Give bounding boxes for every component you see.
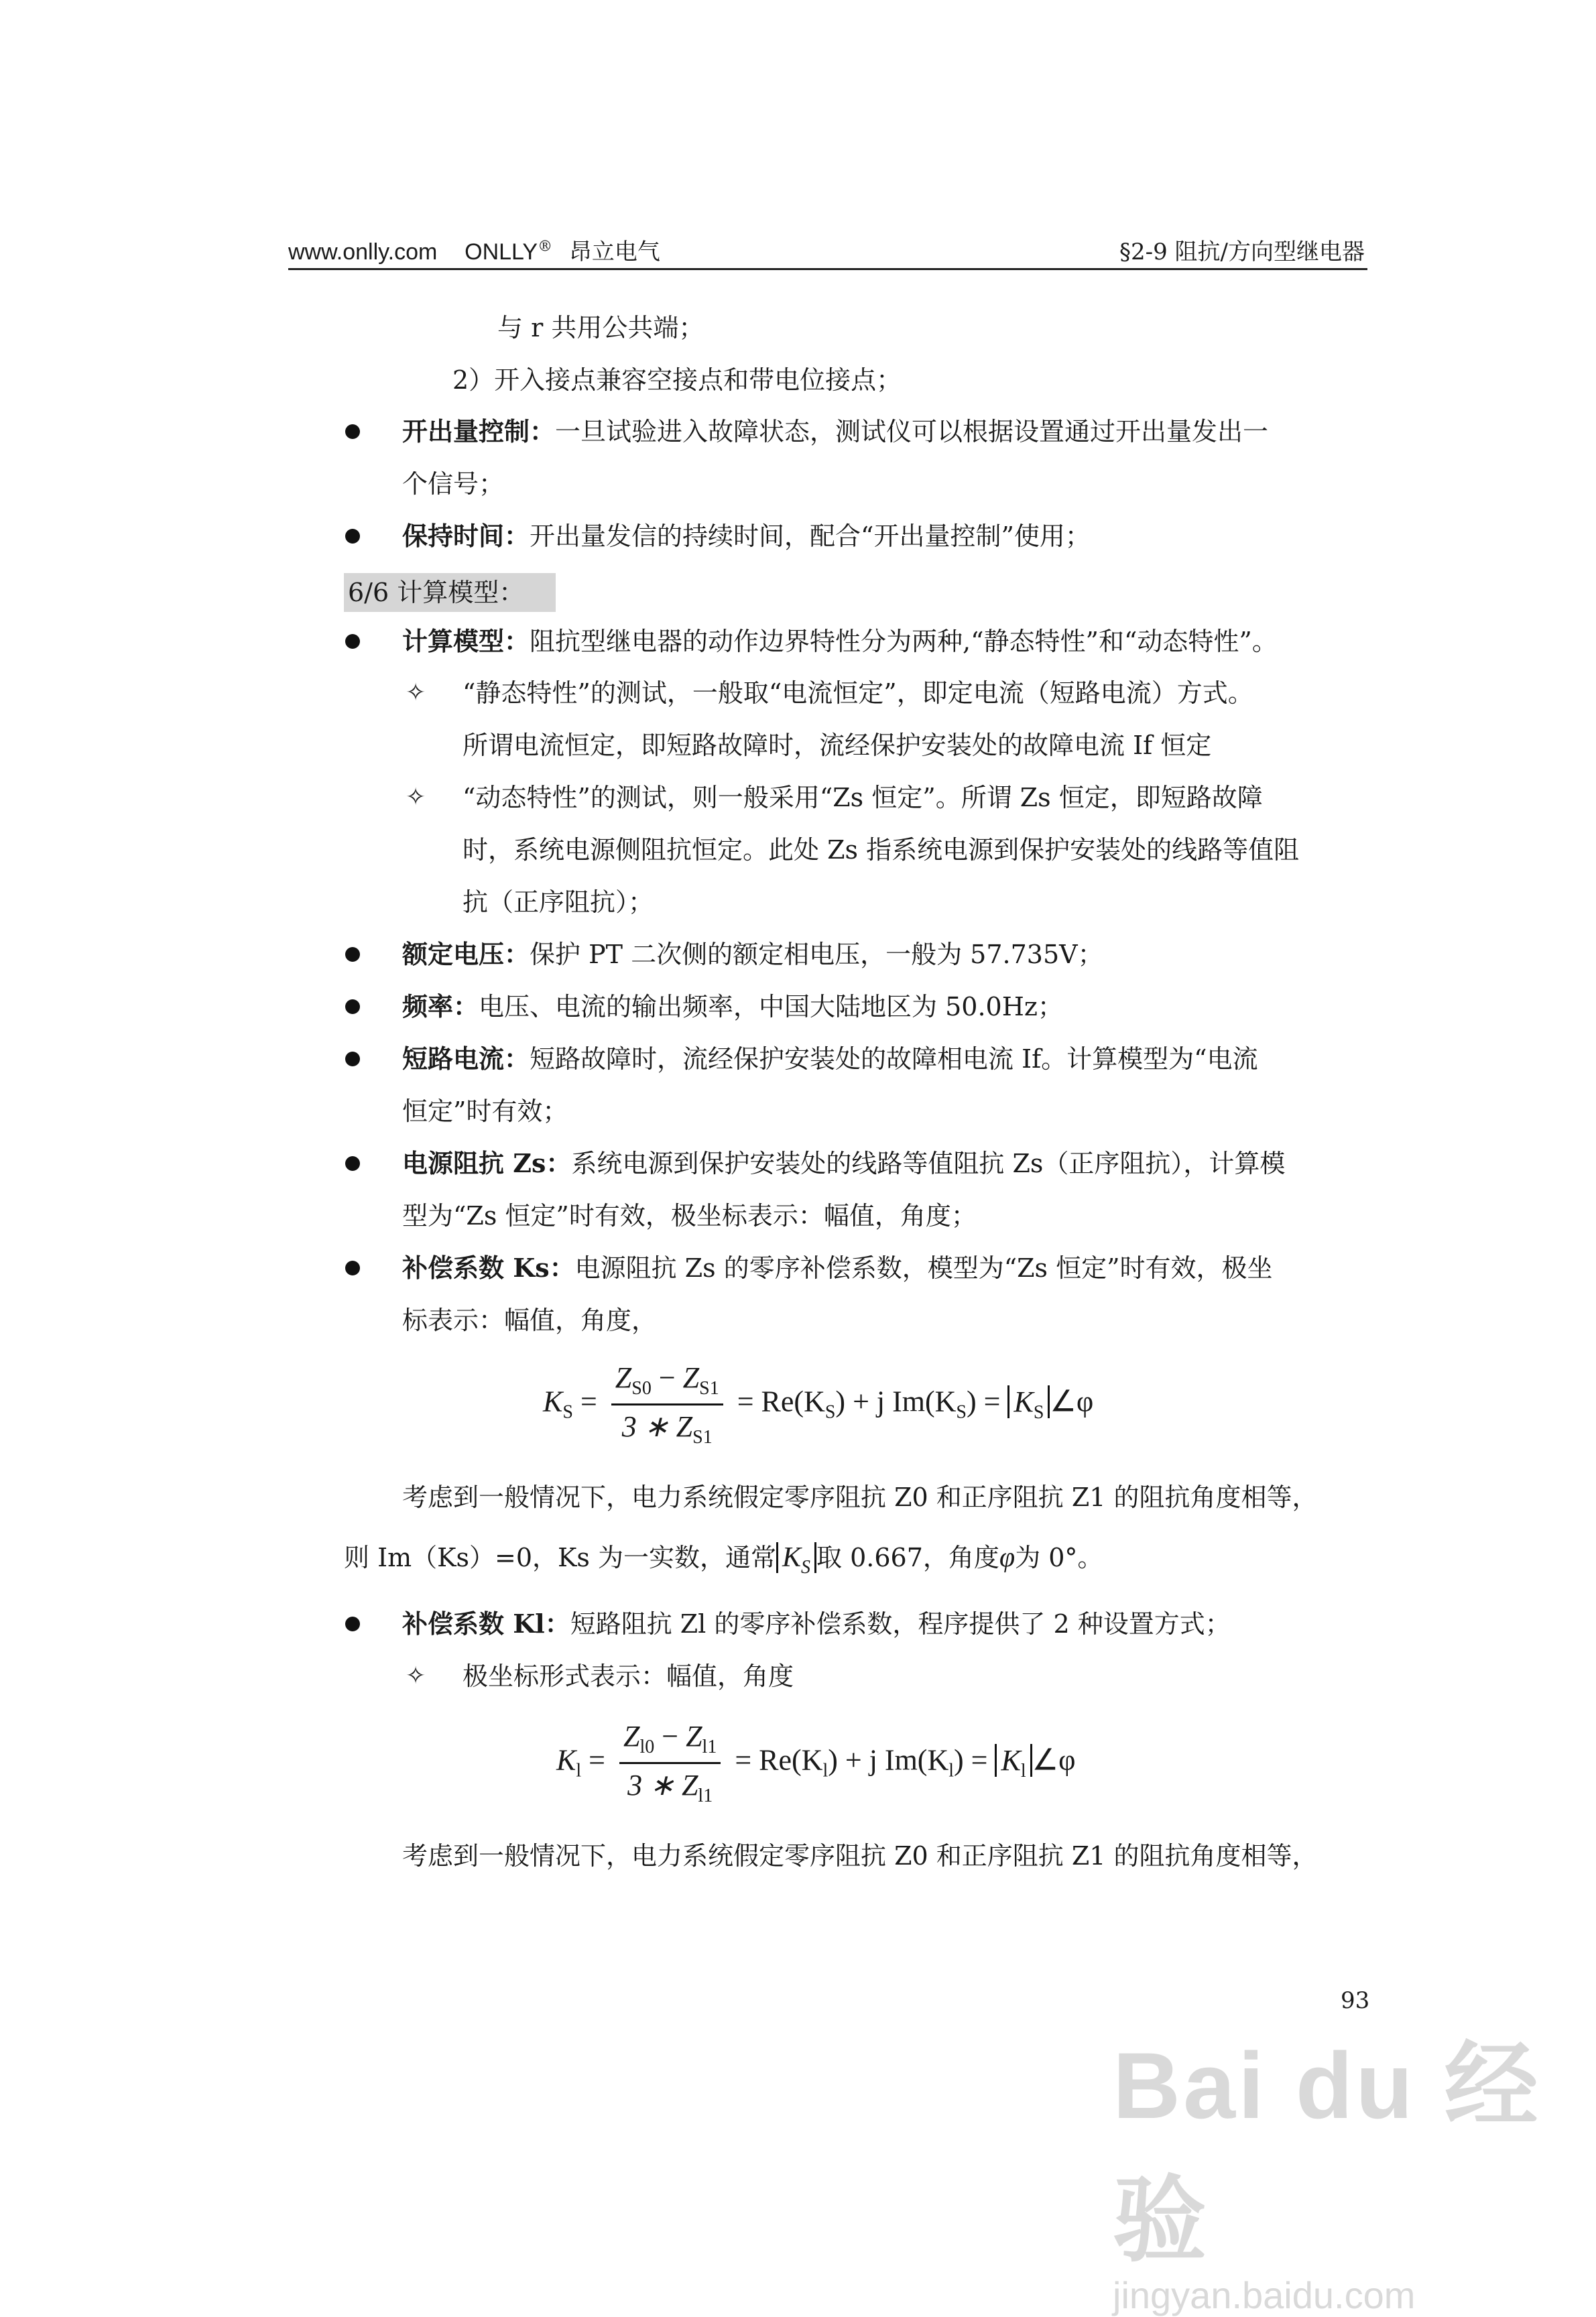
item-term: 保持时间： [402, 521, 530, 551]
formula-sub: S [562, 1401, 573, 1423]
text-line: 2）开入接点兼容空接点和带电位接点； [452, 365, 902, 395]
black-dot-icon [345, 1261, 360, 1275]
item-text: 短路阻抗 Zl 的零序补偿系数，程序提供了 2 种设置方式； [570, 1609, 1231, 1639]
item-text: 开出量发信的持续时间，配合“开出量控制”使用； [530, 521, 1091, 551]
formula-ks: $K_S$ = $\frac{Z_{S0} - Z_{S1}}{3 ∗ Z_{S1}}$ = $Re(K_S) + j$ $Im(K_S) = K_S$ ∠φ [543, 1361, 1094, 1448]
formula-symbol: K [543, 1385, 563, 1418]
absolute-value: $K_S$ [1007, 1385, 1050, 1418]
bullet-item [402, 1608, 1231, 1640]
item-term: 补偿系数 Ks： [402, 1253, 575, 1283]
black-dot-icon [345, 1617, 360, 1631]
item-term: 频率： [402, 991, 479, 1021]
item-text: 短路故障时，流经保护安装处的故障相电流 If。计算模型为“电流 [530, 1044, 1258, 1074]
four-point-star-icon: ✧ [406, 784, 426, 811]
item-text: 电源阻抗 Zs 的零序补偿系数，模型为“Zs 恒定”时有效，极坐 [574, 1253, 1273, 1283]
watermark-logo: Bai du 经验 [1113, 2033, 1541, 2273]
text-line: 所谓电流恒定，即短路故障时，流经保护安装处的故障电流 If 恒定 [463, 731, 1212, 760]
bullet-item [402, 520, 1091, 552]
page-header [288, 228, 1367, 270]
bullet-item [402, 938, 1103, 970]
fraction-numerator: $Z_{S0} - Z_{S1}$ [611, 1361, 723, 1405]
item-term: 计算模型： [402, 626, 530, 656]
bullet-item [402, 1252, 1273, 1284]
sub-item: 极坐标形式表示：幅值，角度 [463, 1662, 794, 1691]
black-dot-icon [345, 947, 360, 962]
bullet-item [402, 625, 1278, 657]
page-number: 93 [1341, 1987, 1370, 2014]
header-company: 昂立电气 [568, 239, 660, 265]
text-line: 个信号； [402, 469, 505, 499]
section-heading: 6/6 计算模型： [344, 573, 556, 612]
text-line: 与 r 共用公共端； [497, 313, 704, 342]
black-dot-icon [345, 999, 360, 1014]
fraction-denominator: 3 ∗ $Z_{l1}$ [627, 1769, 713, 1806]
absolute-value: $K_S$ [776, 1542, 816, 1573]
bullet-item [402, 1043, 1258, 1075]
item-text: 保护 PT 二次侧的额定相电压，一般为 57.735V； [530, 940, 1103, 969]
registered-mark: ® [538, 238, 553, 255]
black-dot-icon [345, 1156, 360, 1171]
text-line: 恒定”时有效； [402, 1097, 568, 1126]
item-text: 阻抗型继电器的动作边界特性分为两种,“静态特性”和“动态特性”。 [530, 627, 1278, 656]
item-term: 额定电压： [402, 939, 530, 969]
item-term: 短路电流： [402, 1044, 530, 1074]
bullet-item [402, 416, 1268, 448]
formula-sub: l [576, 1760, 582, 1781]
absolute-value: $K_l$ [995, 1744, 1032, 1777]
black-dot-icon [345, 424, 360, 439]
black-dot-icon [345, 529, 360, 544]
formula-fraction [619, 1719, 721, 1807]
fraction-numerator: $Z_{l0} - Z_{l1}$ [619, 1719, 721, 1764]
item-term: 开出量控制： [402, 416, 556, 446]
text-line: 抗（正序阻抗）； [463, 887, 654, 917]
formula-fraction [611, 1361, 723, 1448]
header-section: §2-9 阻抗/方向型继电器 [1119, 239, 1365, 265]
item-text: 电压、电流的输出频率，中国大陆地区为 50.0Hz； [479, 992, 1063, 1021]
item-text: 系统电源到保护安装处的线路等值阻抗 Zs（正序阻抗），计算模 [571, 1149, 1286, 1178]
fraction-denominator: 3 ∗ $Z_{S1}$ [621, 1410, 713, 1448]
formula-symbol: K [556, 1743, 576, 1777]
header-brand: ONLLY [465, 239, 538, 265]
formula-kl: $K_l$ = $\frac{Z_{l0} - Z_{l1}}{3 ∗ Z_{l1}}$ = $Re(K_l) + j$ $Im(K_l) = K_l$ ∠φ [556, 1720, 1076, 1806]
black-dot-icon [345, 1052, 360, 1066]
item-term: 补偿系数 Kl： [402, 1609, 570, 1639]
text-line: 时，系统电源侧阻抗恒定。此处 Zs 指系统电源到保护安装处的线路等值阻 [463, 835, 1300, 865]
sub-item: “静态特性”的测试，一般取“电流恒定”，即定电流（短路电流）方式。 [463, 678, 1253, 708]
item-term: 电源阻抗 Zs： [402, 1148, 572, 1178]
text-line: 考虑到一般情况下，电力系统假定零序阻抗 Z0 和正序阻抗 Z1 的阻抗角度相等， [402, 1841, 1318, 1871]
baidu-watermark [1113, 2011, 1596, 2317]
header-site: www.onlly.com [288, 239, 438, 265]
black-dot-icon [345, 634, 360, 649]
item-text: 一旦试验进入故障状态，测试仪可以根据设置通过开出量发出一 [555, 417, 1269, 446]
watermark-url: jingyan.baidu.com [1113, 2274, 1416, 2316]
header-left [288, 233, 660, 266]
text-line: 考虑到一般情况下，电力系统假定零序阻抗 Z0 和正序阻抗 Z1 的阻抗角度相等， [402, 1483, 1318, 1512]
text-line: 型为“Zs 恒定”时有效，极坐标表示：幅值，角度； [402, 1201, 977, 1231]
bullet-item [402, 991, 1063, 1023]
sub-item: “动态特性”的测试，则一般采用“Zs 恒定”。所谓 Zs 恒定，即短路故障 [463, 783, 1263, 812]
bullet-item [402, 1147, 1285, 1180]
text-line: 标表示：幅值，角度， [402, 1306, 658, 1335]
four-point-star-icon: ✧ [406, 1662, 426, 1690]
four-point-star-icon: ✧ [406, 679, 426, 706]
text-line: 则 Im（Ks）=0，Ks 为一实数，通常 $K_S$ 取 0.667，角度φ为 0°。 [344, 1542, 1103, 1578]
